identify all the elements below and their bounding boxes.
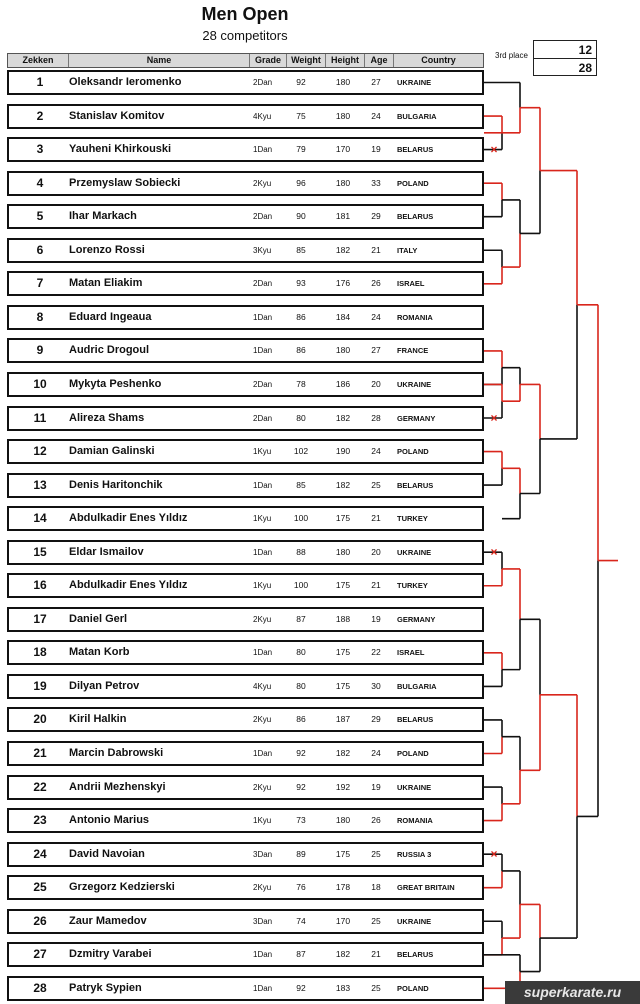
competitor-number: 15	[33, 544, 47, 559]
competitor-weight: 100	[293, 513, 309, 524]
competitor-weight: 89	[296, 848, 306, 859]
eliminated-mark: ×	[490, 545, 498, 560]
eliminated-mark: ×	[490, 847, 498, 862]
competitor-grade: 2Kyu	[253, 178, 272, 188]
third-place-first: 12	[578, 43, 592, 57]
third-place-label: 3rd place	[495, 51, 528, 60]
competitor-country: BELARUS	[397, 145, 434, 155]
competitor-name: Damian Galinski	[69, 445, 155, 458]
competitor-weight: 76	[296, 882, 306, 893]
competitor-name: Dzmitry Varabei	[69, 948, 152, 961]
competitor-country: BULGARIA	[397, 681, 437, 691]
competitor-weight: 78	[296, 378, 306, 389]
competitor-height: 192	[335, 781, 351, 792]
competitor-number: 10	[33, 376, 47, 391]
competitor-name: Antonio Marius	[69, 814, 150, 827]
competitor-number: 11	[33, 410, 47, 425]
competitor-grade: 1Dan	[253, 346, 273, 356]
competitor-number: 8	[36, 309, 44, 324]
competitor-country: TURKEY	[397, 514, 428, 524]
competitor-height: 180	[335, 110, 351, 121]
competitor-country: ISRAEL	[397, 648, 425, 658]
competitor-grade: 2Dan	[253, 78, 273, 87]
competitor-grade: 3Dan	[253, 849, 273, 859]
competitor-country: BELARUS	[397, 212, 434, 222]
competitor-height: 176	[335, 278, 351, 289]
competitor-weight: 87	[296, 613, 306, 624]
competitor-number: 16	[33, 578, 47, 593]
competitor-grade: 2Dan	[253, 379, 273, 389]
competitor-weight: 102	[293, 446, 309, 457]
competitor-number: 4	[36, 175, 44, 190]
competitor-age: 25	[371, 479, 381, 490]
competitor-grade: 2Kyu	[253, 883, 272, 893]
competitor-grade: 1Dan	[253, 312, 273, 322]
competitor-grade: 3Dan	[253, 916, 273, 926]
competitor-weight: 96	[296, 177, 306, 188]
competitor-name: Denis Haritonchik	[69, 478, 163, 491]
competitor-weight: 87	[296, 949, 306, 960]
competitor-age: 18	[371, 882, 381, 893]
competitor-grade: 1Dan	[253, 145, 273, 155]
competitor-name: Stanislav Komitov	[69, 109, 165, 122]
competitor-grade: 1Kyu	[253, 816, 272, 826]
competitor-grade: 3Kyu	[253, 245, 272, 255]
competitor-name: Patryk Sypien	[69, 981, 142, 994]
competitor-country: GERMANY	[397, 614, 436, 624]
competitor-grade: 2Dan	[253, 279, 273, 289]
competitor-name: Kiril Halkin	[69, 713, 127, 726]
competitor-height: 180	[335, 345, 351, 356]
competitor-grade: 2Kyu	[253, 782, 272, 792]
competitor-number: 2	[36, 108, 44, 123]
competitor-country: UKRAINE	[397, 916, 432, 926]
competitor-height: 175	[335, 580, 351, 591]
competitor-name: Eduard Ingeaua	[69, 310, 152, 323]
competitor-number: 24	[33, 846, 47, 861]
competitor-weight: 80	[296, 647, 306, 658]
competitor-height: 180	[335, 177, 351, 188]
competitor-weight: 85	[296, 479, 306, 490]
competitor-number: 21	[33, 746, 47, 760]
competitor-age: 24	[371, 110, 381, 121]
competitor-age: 22	[371, 647, 381, 658]
competitor-number: 27	[33, 947, 47, 962]
competitor-height: 187	[335, 714, 351, 725]
competitor-country: GERMANY	[397, 413, 436, 423]
competitor-height: 182	[335, 412, 351, 423]
competitor-grade: 4Kyu	[253, 111, 272, 121]
competitor-height: 170	[335, 915, 351, 926]
competitor-height: 178	[335, 882, 351, 893]
competitor-age: 24	[371, 311, 381, 322]
competitor-name: Andrii Mezhenskyi	[69, 780, 166, 793]
competitor-number: 19	[33, 678, 47, 693]
competitor-country: UKRAINE	[397, 547, 432, 557]
competitor-country: POLAND	[397, 749, 429, 758]
third-place-second: 28	[578, 61, 592, 75]
competitor-country: POLAND	[397, 447, 429, 457]
competitor-name: Mykyta Peshenko	[69, 377, 162, 390]
competitor-height: 183	[335, 982, 351, 993]
competitor-age: 24	[371, 446, 381, 457]
competitor-grade: 2Kyu	[253, 715, 272, 725]
competitor-number: 22	[33, 779, 47, 794]
competitor-number: 25	[33, 880, 47, 895]
competitor-age: 19	[371, 144, 381, 155]
competitor-country: ROMANIA	[397, 816, 433, 826]
competitor-weight: 88	[296, 546, 306, 557]
competitor-number: 5	[36, 209, 44, 224]
competitor-weight: 92	[296, 748, 306, 758]
competitor-grade: 1Dan	[253, 749, 273, 758]
competitor-age: 21	[371, 949, 381, 960]
watermark: superkarate.ru	[505, 981, 640, 1004]
competitor-height: 175	[335, 848, 351, 859]
competitor-weight: 80	[296, 412, 306, 423]
competitor-age: 33	[371, 177, 381, 188]
competitor-age: 21	[371, 580, 381, 591]
competitor-grade: 1Kyu	[253, 447, 272, 457]
competitor-country: UKRAINE	[397, 782, 432, 792]
competitor-country: ISRAEL	[397, 279, 425, 289]
competitor-age: 29	[371, 211, 381, 222]
competitor-height: 190	[335, 446, 351, 457]
competitor-weight: 74	[296, 915, 306, 926]
header-age: Age	[370, 55, 388, 65]
competitor-grade: 2Kyu	[253, 614, 272, 624]
competitor-weight: 92	[296, 77, 306, 87]
competitor-age: 30	[371, 680, 381, 691]
header-weight: Weight	[291, 55, 321, 65]
competitor-age: 21	[371, 244, 381, 255]
competitor-age: 25	[371, 848, 381, 859]
competitor-country: BELARUS	[397, 715, 434, 725]
competitor-grade: 1Dan	[253, 950, 273, 960]
competitor-age: 26	[371, 815, 381, 826]
competitor-weight: 75	[296, 110, 306, 121]
competitor-country: RUSSIA 3	[397, 849, 432, 859]
competitor-country: BULGARIA	[397, 111, 437, 121]
competitor-country: POLAND	[397, 983, 429, 993]
competitor-country: POLAND	[397, 178, 429, 188]
competitor-name: David Navoian	[69, 847, 145, 860]
competitor-grade: 1Dan	[253, 983, 273, 993]
competitor-age: 27	[371, 77, 381, 87]
competitor-number: 18	[33, 645, 47, 660]
competitor-age: 25	[371, 982, 381, 993]
competitor-name: Alireza Shams	[69, 411, 145, 424]
competitor-height: 181	[335, 211, 351, 222]
competitor-height: 170	[335, 144, 351, 155]
competitor-height: 182	[335, 479, 351, 490]
competitor-name: Zaur Mamedov	[69, 914, 147, 927]
competitor-height: 188	[335, 613, 351, 624]
competitor-country: BELARUS	[397, 480, 434, 490]
competitor-number: 6	[36, 242, 44, 257]
competitor-grade: 2Dan	[253, 413, 273, 423]
competitor-weight: 86	[296, 714, 306, 725]
competitor-age: 26	[371, 278, 381, 289]
header-grade: Grade	[254, 55, 281, 65]
competitor-number: 13	[33, 477, 47, 492]
header-country: Country	[421, 55, 456, 65]
competitor-height: 175	[335, 513, 351, 524]
competitor-name: Yauheni Khirkouski	[69, 143, 172, 156]
competitor-weight: 92	[296, 982, 306, 993]
header-name: Name	[146, 55, 172, 65]
eliminated-mark: ×	[490, 411, 498, 425]
competitor-country: BELARUS	[397, 950, 434, 960]
competitor-name: Dilyan Petrov	[69, 679, 140, 692]
competitor-number: 23	[33, 813, 47, 828]
competitor-weight: 80	[296, 680, 306, 691]
competitor-name: Daniel Gerl	[69, 612, 128, 625]
competitor-number: 26	[33, 913, 47, 928]
header-zekken: Zekken	[22, 55, 54, 65]
competitor-height: 175	[335, 647, 351, 658]
competitor-weight: 92	[296, 781, 306, 792]
competitor-number: 12	[33, 444, 47, 459]
competitor-age: 19	[371, 781, 381, 792]
competitor-height: 182	[335, 949, 351, 960]
competitor-country: GREAT BRITAIN	[397, 883, 455, 893]
competitor-weight: 86	[296, 345, 306, 356]
competitor-country: ROMANIA	[397, 312, 433, 322]
competitor-height: 180	[335, 546, 351, 557]
competitor-height: 182	[335, 748, 351, 758]
competitor-name: Ihar Markach	[69, 210, 137, 223]
competitor-country: UKRAINE	[397, 78, 432, 87]
competitor-number: 17	[33, 611, 47, 626]
competitor-weight: 93	[296, 278, 306, 289]
competitor-name: Przemyslaw Sobiecki	[69, 176, 181, 189]
competitor-age: 20	[371, 546, 381, 557]
competitor-country: FRANCE	[397, 346, 429, 356]
competitor-country: UKRAINE	[397, 379, 432, 389]
competitor-number: 14	[33, 511, 47, 526]
competitor-country: ITALY	[397, 245, 418, 255]
competitor-country: TURKEY	[397, 581, 428, 591]
competitor-grade: 1Kyu	[253, 514, 272, 524]
competitor-name: Abdulkadir Enes Yıldız	[69, 512, 188, 525]
competitor-weight: 100	[293, 580, 309, 591]
competitor-height: 180	[335, 815, 351, 826]
competitor-name: Oleksandr Ieromenko	[69, 76, 182, 88]
competitor-height: 184	[335, 311, 351, 322]
competitor-height: 182	[335, 244, 351, 255]
competitor-age: 25	[371, 915, 381, 926]
eliminated-mark: ×	[490, 142, 498, 157]
competitor-weight: 73	[296, 815, 306, 826]
competitor-age: 20	[371, 378, 381, 389]
competitor-number: 1	[36, 75, 44, 89]
competitor-number: 3	[36, 142, 44, 157]
competitor-name: Matan Eliakim	[69, 277, 143, 290]
competitor-name: Marcin Dabrowski	[69, 747, 164, 759]
competitor-weight: 90	[296, 211, 306, 222]
competitor-age: 21	[371, 513, 381, 524]
competitor-grade: 4Kyu	[253, 681, 272, 691]
competitor-number: 7	[36, 276, 44, 291]
competitor-age: 19	[371, 613, 381, 624]
competitor-name: Grzegorz Kedzierski	[69, 881, 175, 894]
competitor-height: 180	[335, 77, 351, 87]
competitor-age: 27	[371, 345, 381, 356]
competitor-name: Eldar Ismailov	[69, 545, 144, 558]
competitor-name: Lorenzo Rossi	[69, 243, 145, 256]
competitor-name: Abdulkadir Enes Yıldız	[69, 579, 188, 592]
competitor-grade: 1Dan	[253, 648, 273, 658]
competitor-height: 175	[335, 680, 351, 691]
competitor-age: 28	[371, 412, 381, 423]
competitor-age: 29	[371, 714, 381, 725]
header-height: Height	[331, 55, 359, 65]
page-subtitle: 28 competitors	[202, 28, 288, 43]
competitor-grade: 1Dan	[253, 480, 273, 490]
competitor-weight: 79	[296, 144, 306, 155]
competitor-age: 24	[371, 748, 381, 758]
competitor-weight: 86	[296, 311, 306, 322]
competitor-number: 20	[33, 712, 47, 727]
competitor-number: 9	[36, 343, 44, 358]
competitor-grade: 2Dan	[253, 212, 273, 222]
competitor-grade: 1Dan	[253, 547, 273, 557]
competitor-grade: 1Kyu	[253, 581, 272, 591]
competitor-name: Matan Korb	[69, 646, 130, 659]
competitor-height: 186	[335, 378, 351, 389]
competitor-weight: 85	[296, 244, 306, 255]
competitor-name: Audric Drogoul	[69, 344, 150, 357]
competitor-number: 28	[33, 980, 47, 995]
page-title: Men Open	[201, 4, 289, 24]
